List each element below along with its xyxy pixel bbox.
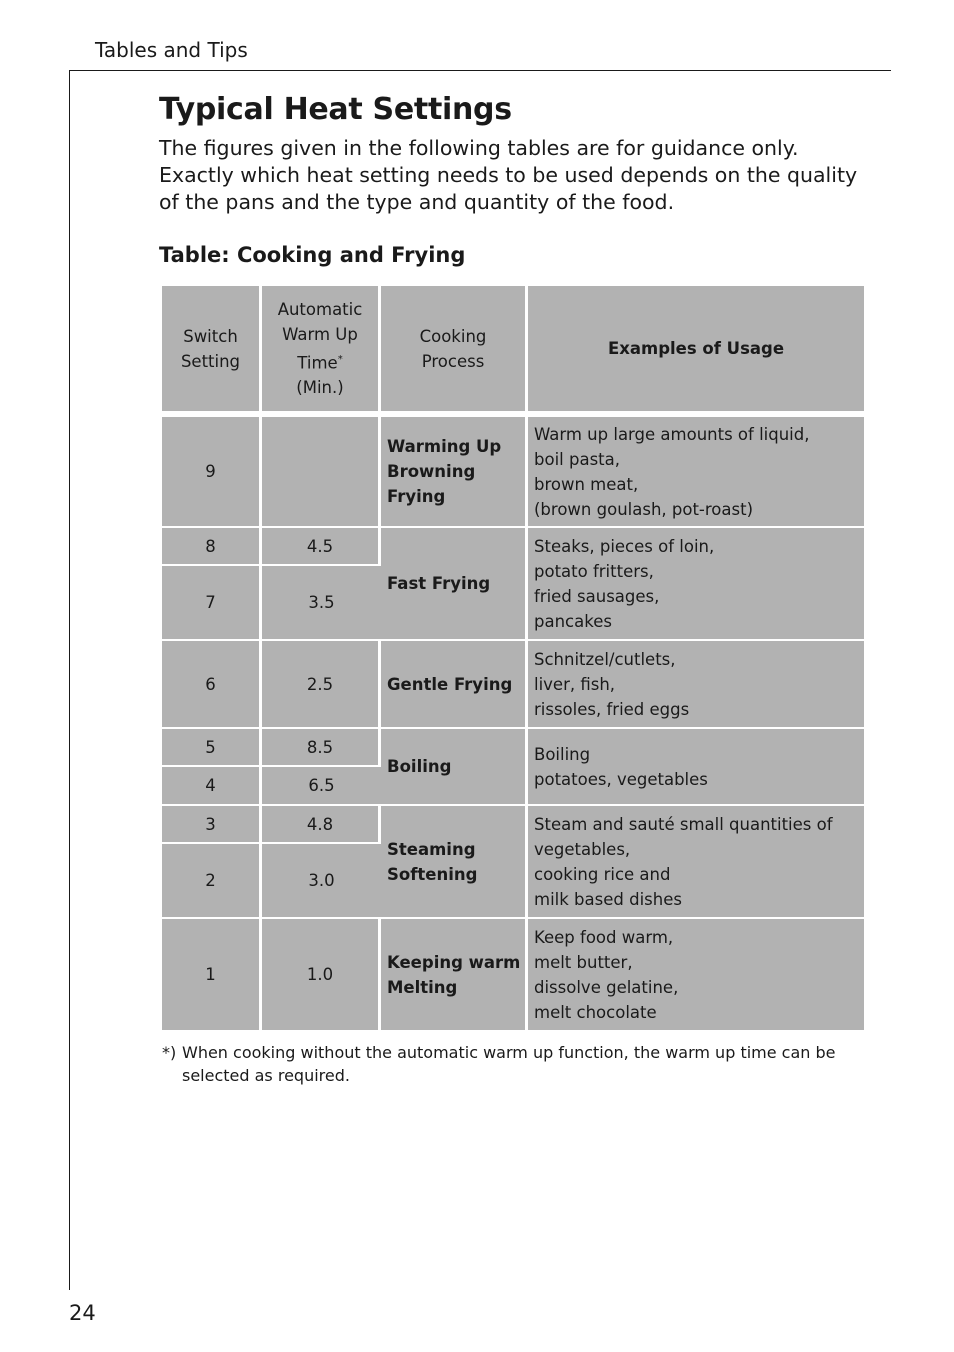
header-warm-up-time: Automatic Warm Up Time* (Min.) xyxy=(262,286,381,417)
warm-up-time-cell xyxy=(262,417,381,528)
margin-rule xyxy=(69,70,70,1290)
switch-setting-cell: 4 xyxy=(162,767,262,806)
footnote-marker: * xyxy=(337,353,343,365)
intro-paragraph: The figures given in the following tables are for guidance only. Exactly which heat setting needs to be used depends on the quality of the pans and the type and quantity of the food. xyxy=(159,136,858,214)
table-row xyxy=(162,417,864,528)
examples-cell: Steaks, pieces of loin, potato fritters, fried sausages, pancakes xyxy=(528,528,864,641)
footnote-text: When cooking without the automatic warm up function, the warm up time can be selected as required. xyxy=(182,1043,836,1085)
switch-setting-cell: 6 xyxy=(162,641,262,729)
warm-up-time-cell: 8.5 xyxy=(262,729,381,767)
switch-setting-cell: 3 xyxy=(162,806,262,844)
cooking-process-cell: Fast Frying xyxy=(381,528,528,641)
table-row xyxy=(162,919,864,1032)
cooking-process-cell: Keeping warm Melting xyxy=(381,919,528,1032)
switch-setting-cell: 8 xyxy=(162,528,262,566)
warm-up-time-cell: 3.5 xyxy=(262,566,381,641)
cooking-process-cell: Boiling xyxy=(381,729,528,806)
warm-up-time-cell: 2.5 xyxy=(262,641,381,729)
warm-up-time-cell: 4.8 xyxy=(262,806,381,844)
header-switch-setting: Switch Setting xyxy=(162,286,262,417)
table-row xyxy=(162,806,864,844)
cooking-process-cell: Gentle Frying xyxy=(381,641,528,729)
table-row xyxy=(162,729,864,767)
switch-setting-cell: 2 xyxy=(162,844,262,919)
header-examples: Examples of Usage xyxy=(528,286,864,417)
examples-cell: Warm up large amounts of liquid, boil pasta, brown meat, (brown goulash, pot-roast) xyxy=(528,417,864,528)
header-cooking-process: Cooking Process xyxy=(381,286,528,417)
footnote xyxy=(162,1041,842,1087)
examples-cell: Boiling potatoes, vegetables xyxy=(528,729,864,806)
page-title: Typical Heat Settings xyxy=(159,92,512,127)
switch-setting-cell: 9 xyxy=(162,417,262,528)
examples-cell: Steam and sauté small quantities of vegetables, cooking rice and milk based dishes xyxy=(528,806,864,919)
page-number: 24 xyxy=(69,1301,96,1325)
cooking-process-cell: Steaming Softening xyxy=(381,806,528,919)
table-row xyxy=(162,641,864,729)
warm-up-time-cell: 1.0 xyxy=(262,919,381,1032)
examples-cell: Keep food warm, melt butter, dissolve gelatine, melt chocolate xyxy=(528,919,864,1032)
warm-up-time-cell: 3.0 xyxy=(262,844,381,919)
switch-setting-cell: 1 xyxy=(162,919,262,1032)
header-rule xyxy=(69,70,891,71)
switch-setting-cell: 5 xyxy=(162,729,262,767)
examples-cell: Schnitzel/cutlets, liver, fish, rissoles, fried eggs xyxy=(528,641,864,729)
cooking-process-cell: Warming Up Browning Frying xyxy=(381,417,528,528)
section-header: Tables and Tips xyxy=(95,38,248,62)
warm-up-time-cell: 4.5 xyxy=(262,528,381,566)
table-title: Table: Cooking and Frying xyxy=(159,243,466,267)
switch-setting-cell: 7 xyxy=(162,566,262,641)
table-row xyxy=(162,528,864,566)
heat-settings-table xyxy=(162,286,864,1032)
warm-up-time-cell: 6.5 xyxy=(262,767,381,806)
footnote-mark: *) xyxy=(162,1043,177,1062)
